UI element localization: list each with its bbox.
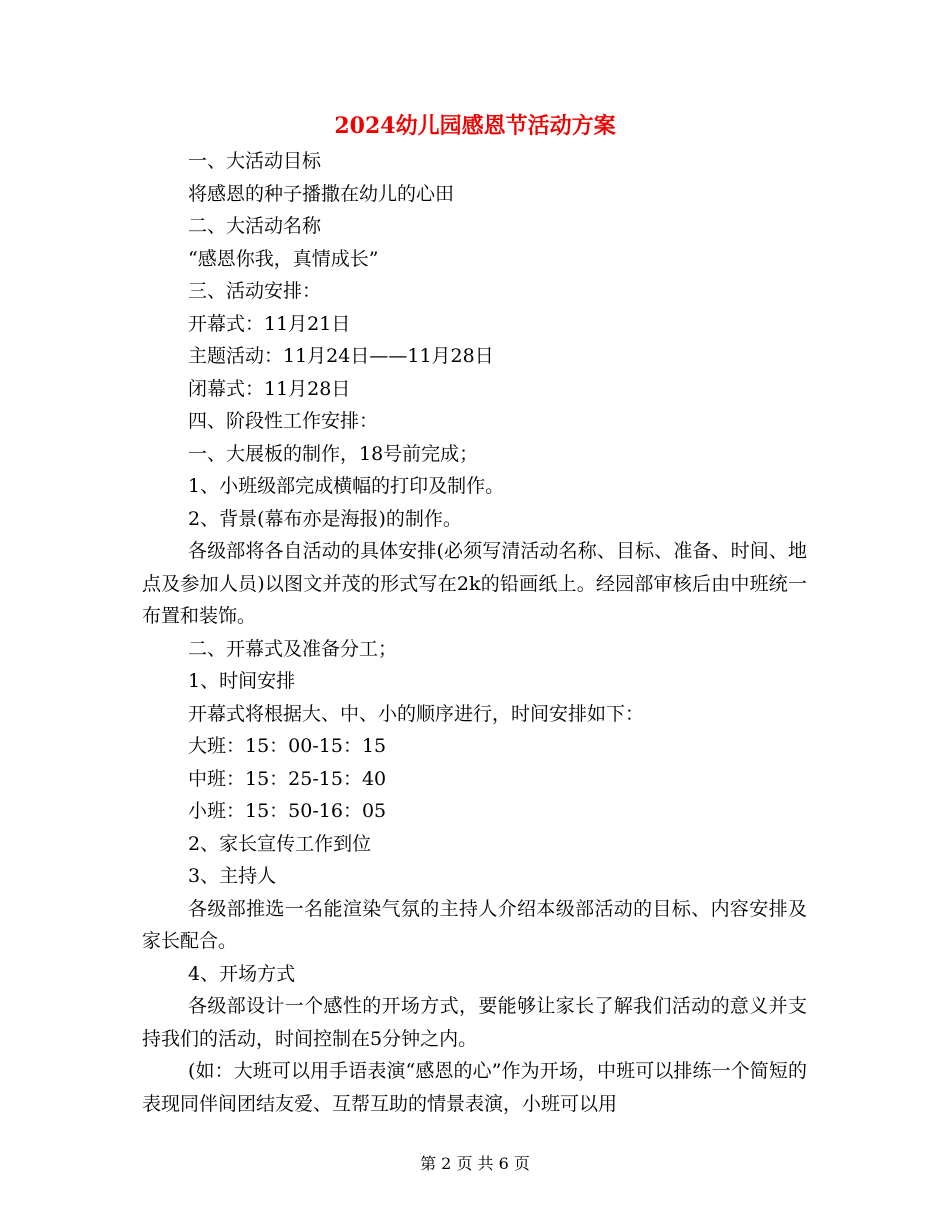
document-body <box>142 145 807 1120</box>
heading-schedule: 三、活动安排： <box>188 280 322 302</box>
heading-name: 二、大活动名称 <box>188 215 322 237</box>
paragraph: 开幕式将根据大、中、小的顺序进行，时间安排如下： <box>188 702 645 725</box>
paragraph: 主题活动：11月24日——11月28日 <box>188 345 494 367</box>
paragraph: 1、时间安排 <box>188 670 296 692</box>
heading-goal: 一、大活动目标 <box>188 150 322 172</box>
paragraph: “感恩你我，真情成长” <box>188 247 379 270</box>
paragraph: 大班：15：00-15：15 <box>188 735 387 757</box>
paragraph: 小班：15：50-16：05 <box>188 800 387 822</box>
heading-stages: 四、阶段性工作安排： <box>188 410 379 432</box>
paragraph: 4、开场方式 <box>188 962 296 985</box>
paragraph: 2、背景(幕布亦是海报)的制作。 <box>188 507 462 530</box>
paragraph: 闭幕式：11月28日 <box>188 377 351 400</box>
paragraph: 中班：15：25-15：40 <box>188 767 387 790</box>
paragraph: 各级部推选一名能渲染气氛的主持人介绍本级部活动的目标、内容安排及家长配合。 <box>142 897 807 952</box>
heading-opening: 二、开幕式及准备分工； <box>188 637 398 660</box>
paragraph: 各级部设计一个感性的开场方式，要能够让家长了解我们活动的意义并支持我们的活动，时间控制在5分钟之内。 <box>142 995 807 1050</box>
paragraph: 2、家长宣传工作到位 <box>188 832 372 855</box>
paragraph: 开幕式：11月21日 <box>188 312 351 335</box>
paragraph: 3、主持人 <box>188 865 277 887</box>
paragraph: 各级部将各自活动的具体安排(必须写清活动名称、目标、准备、时间、地点及参加人员)以图文并茂的形式写在2k的铅画纸上。经园部审核后由中班统一布置和装饰。 <box>142 540 807 627</box>
page-footer: 第 2 页 共 6 页 <box>420 1154 530 1173</box>
paragraph: (如：大班可以用手语表演“感恩的心”作为开场，中班可以排练一个简短的表现同伴间团结友爱、互帮互助的情景表演，小班可以用 <box>142 1060 807 1115</box>
document-title: 2024幼儿园感恩节活动方案 <box>334 113 616 139</box>
paragraph: 1、小班级部完成横幅的打印及制作。 <box>188 475 505 497</box>
paragraph: 一、大展板的制作，18号前完成； <box>188 442 479 465</box>
paragraph: 将感恩的种子播撒在幼儿的心田 <box>188 182 455 205</box>
